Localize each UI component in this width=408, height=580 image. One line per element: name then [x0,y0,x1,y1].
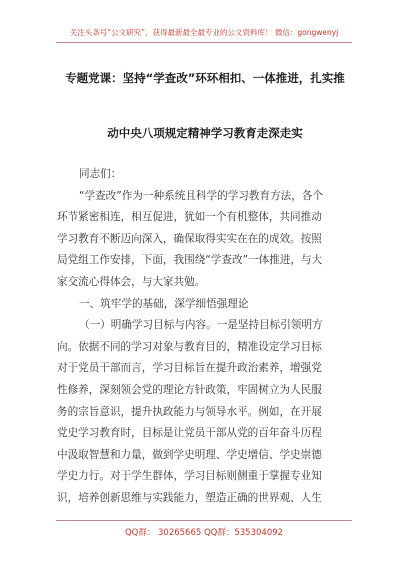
paragraph-line: 局党组工作安排，下面，我围绕“学查改”一体推进，与大 [57,254,323,267]
paragraph-line: 对于党员干部而言，学习目标旨在提升政治素养，增强党 [57,362,322,375]
header-promo-text: 关注头条号“公文研究”，获得最新最全最专业的公文资料库！ 微信：gongwenyj [69,28,339,37]
paragraph-line: 学习教育不断迈向深入，确保取得实实在在的成效。按照 [57,232,322,245]
paragraph-line: 党史学习教育时，目标是让党员干部从党的百年奋斗历程 [57,427,322,440]
salutation: 同志们： [79,168,122,180]
paragraph-line: 识，培养创新思维与实践能力，塑造正确的世界观、人生 [57,491,322,504]
paragraph-line: 学史力行。对于学生群体，学习目标则侧重于掌握专业知 [57,470,322,483]
paragraph-line: 向。依据不同的学习对象与教育目的，精准设定学习目标 [57,340,322,353]
section-heading: 一、筑牢学的基础，深学细悟强理论 [79,297,249,310]
footer-qq-groups: QQ群： 30265665 QQ群：535304092 [124,528,284,538]
paragraph-line: 性修养，深刻领会党的理论方针政策，牢固树立为人民服 [57,383,322,396]
paragraph-line: 务的宗旨意识，提升执政能力与领导水平。例如，在开展 [57,405,322,418]
subsection-heading: （一）明确学习目标与内容。一是坚持目标引领明方 [79,319,323,332]
paragraph-line: 中汲取智慧和力量，做到学史明理、学史增信、学史崇德 [57,448,322,461]
paragraph-line: 环节紧密相连，相互促进，犹如一个有机整体，共同推动 [57,211,322,224]
page-header [56,26,352,43]
page-footer [56,520,352,539]
document-body [57,164,357,510]
document-title-line-2: 动中央八项规定精神学习教育走深走实 [107,126,303,140]
paragraph-line: 家交流心得体会，与大家共勉。 [57,275,206,288]
document-title-line-1: 专题党课：坚持“学查改”环环相扣、一体推进，扎实推 [65,71,345,85]
paragraph-line: “学查改”作为一种系统且科学的学习教育方法，各个 [79,189,324,202]
